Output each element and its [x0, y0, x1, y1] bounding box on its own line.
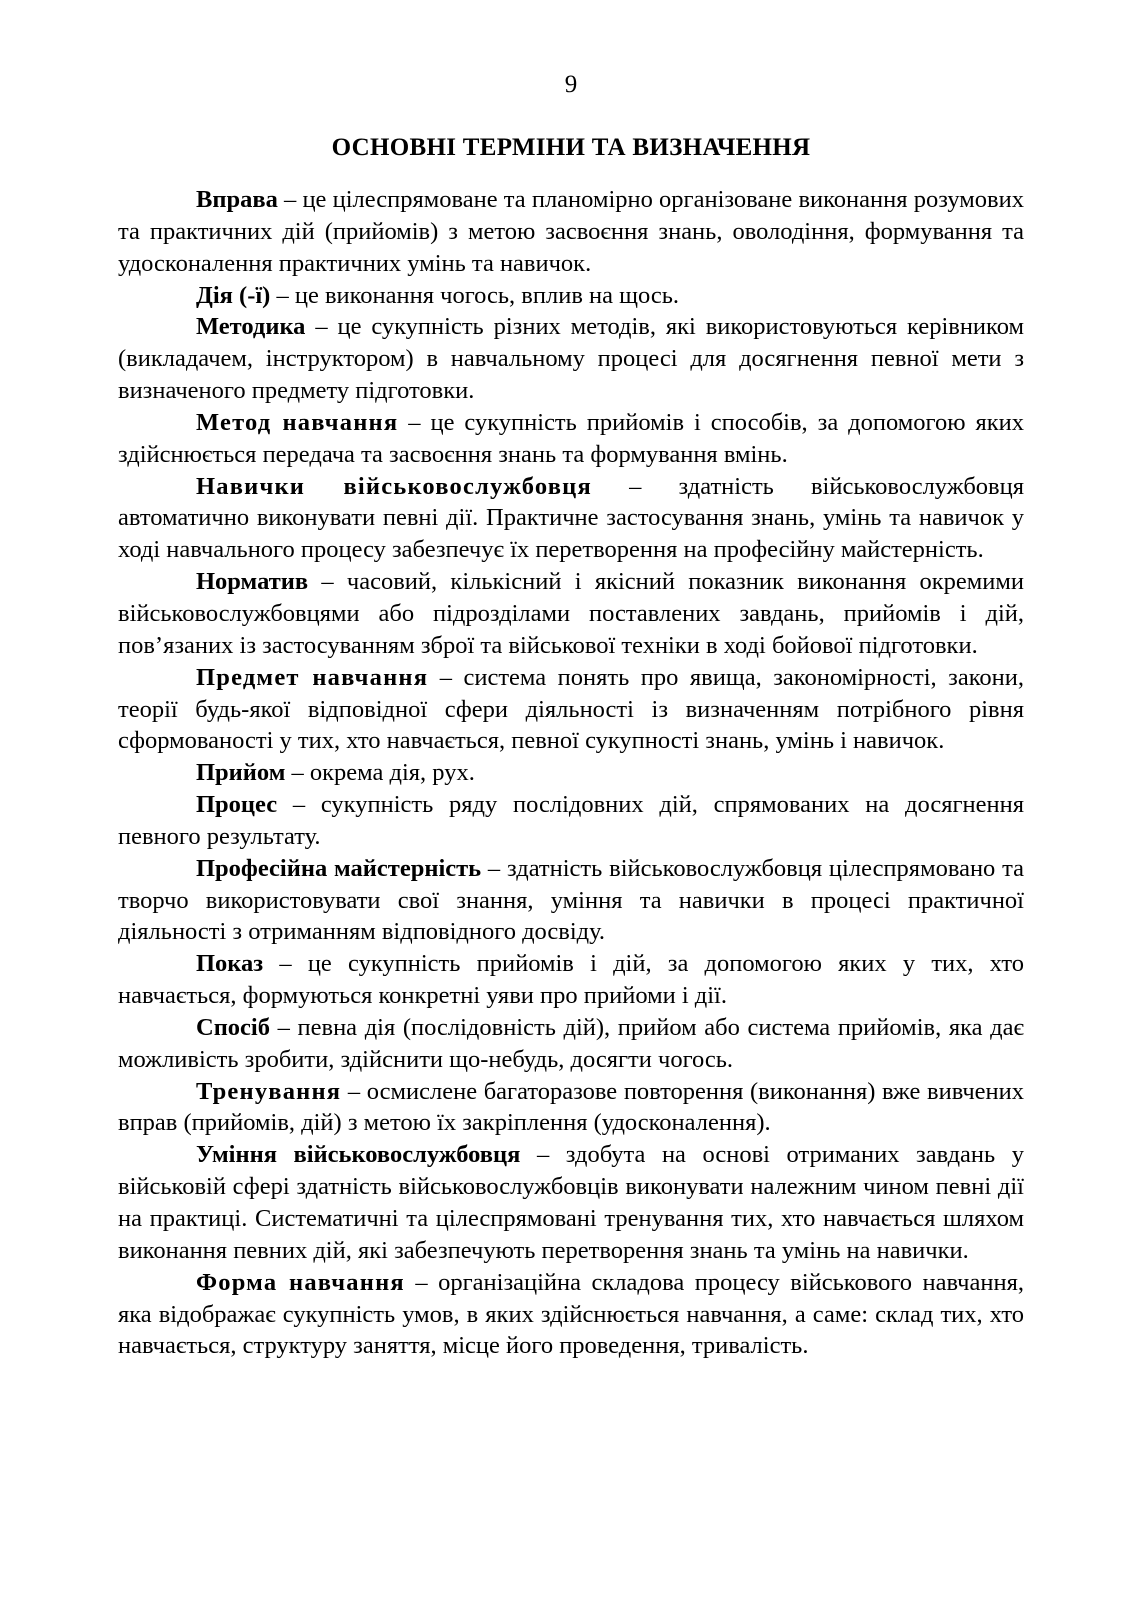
definition-paragraph — [118, 1012, 1024, 1076]
definition-term: Показ — [196, 950, 264, 978]
definition-body: – це сукупність різних методів, які використовуються керівником (викладачем, інструктором) в навчальному процесі для досягнення певної мети з визначеного предмету підготовки. — [118, 313, 1024, 405]
definition-paragraph — [118, 1267, 1024, 1363]
definition-term: Тренування — [196, 1077, 342, 1105]
definition-body: – осмислене багаторазове повторення (виконання) вже вивчених вправ (прийомів, дій) з метою їх закріплення (удосконалення). — [118, 1077, 1024, 1137]
definition-paragraph — [118, 407, 1024, 471]
definition-term: Норматив — [196, 568, 309, 596]
definition-paragraph — [118, 853, 1024, 949]
definition-term: Методика — [196, 313, 306, 341]
definition-paragraph — [118, 789, 1024, 853]
definition-body: – система понять про явища, закономірності, закони, теорії будь-якої відповідної сфери діяльності із визначенням потрібного рівня сформованості у тих, хто навчається, певної сукупності знань, умінь і навичок. — [118, 663, 1024, 755]
definition-term: Навички військовослужбовця — [196, 472, 592, 500]
definition-term: Процес — [196, 791, 278, 819]
definition-term: Спосіб — [196, 1013, 270, 1041]
definition-body: – здобута на основі отриманих завдань у військовій сфері здатність військовослужбовців виконувати належним чином певні дії на практиці. Систематичні та цілеспрямовані тренування тих, хто навчається шляхом виконання певних дій, які забезпечують перетворення знань та умінь на навички. — [118, 1141, 1024, 1264]
definition-term: Метод навчання — [196, 408, 399, 436]
definition-body: – здатність військовослужбовця цілеспрямовано та творчо використовувати свої знання, уміння та навички в процесі практичної діяльності з отриманням відповідного досвіду. — [118, 854, 1024, 946]
definition-term: Професійна майстерність — [196, 854, 482, 882]
definition-term: Дія (-ї) — [196, 281, 271, 309]
page-title: ОСНОВНІ ТЕРМІНИ ТА ВИЗНАЧЕННЯ — [331, 134, 811, 161]
definition-body: – це виконання чогось, вплив на щось. — [270, 281, 680, 309]
definition-paragraph — [118, 1139, 1024, 1266]
definition-paragraph — [118, 757, 1024, 789]
definition-body: – певна дія (послідовність дій), прийом або система прийомів, яка дає можливість зробити, здійснити що-небудь, досягти чогось. — [118, 1013, 1024, 1073]
definition-body: – сукупність ряду послідовних дій, спрямованих на досягнення певного результату. — [118, 791, 1024, 850]
definition-paragraph — [118, 566, 1024, 662]
definition-body: – це сукупність прийомів і способів, за допомогою яких здійснюється передача та засвоєння знань та формування вмінь. — [118, 408, 1025, 468]
definitions-list — [118, 184, 1024, 1362]
definition-term: Прийом — [196, 759, 286, 787]
definition-body: – це сукупність прийомів і дій, за допомогою яких у тих, хто навчається, формуються конкретні уяви про прийоми і дії. — [118, 950, 1024, 1010]
definition-paragraph — [118, 280, 1024, 312]
definition-body: – здатність військовослужбовця автоматично виконувати певні дії. Практичне застосування знань, умінь та навичок у ході навчального процесу забезпечує їх перетворення на професійну майстерність. — [118, 472, 1024, 564]
definition-paragraph — [118, 311, 1024, 407]
definition-body: – організаційна складова процесу військового навчання, яка відображає сукупність умов, в яких здійснюється навчання, а саме: склад тих, хто навчається, структуру заняття, місце його проведення, тривалість. — [118, 1268, 1024, 1360]
definition-paragraph — [118, 1076, 1024, 1140]
page-number: 9 — [564, 71, 578, 98]
definition-term: Форма навчання — [196, 1268, 405, 1296]
definition-paragraph — [118, 471, 1024, 567]
definition-body: – часовий, кількісний і якісний показник виконання окремими військовослужбовцями або підрозділами поставлених завдань, прийомів і дій, пов’язаних із застосуванням зброї та військової техніки в ході бойової підготовки. — [118, 568, 1024, 659]
definition-term: Вправа — [196, 186, 278, 213]
definition-paragraph — [118, 662, 1024, 758]
definition-paragraph — [118, 184, 1024, 280]
definition-body: – окрема дія, рух. — [285, 759, 475, 787]
definition-paragraph — [118, 948, 1024, 1012]
definition-term: Предмет навчання — [196, 663, 429, 691]
definition-term: Уміння військовослужбовця — [196, 1141, 521, 1169]
definition-body: – це цілеспрямоване та планомірно організоване виконання розумових та практичних дій (прийомів) з метою засвоєння знань, оволодіння, формування та удосконалення практичних умінь та навичок. — [118, 186, 1024, 277]
